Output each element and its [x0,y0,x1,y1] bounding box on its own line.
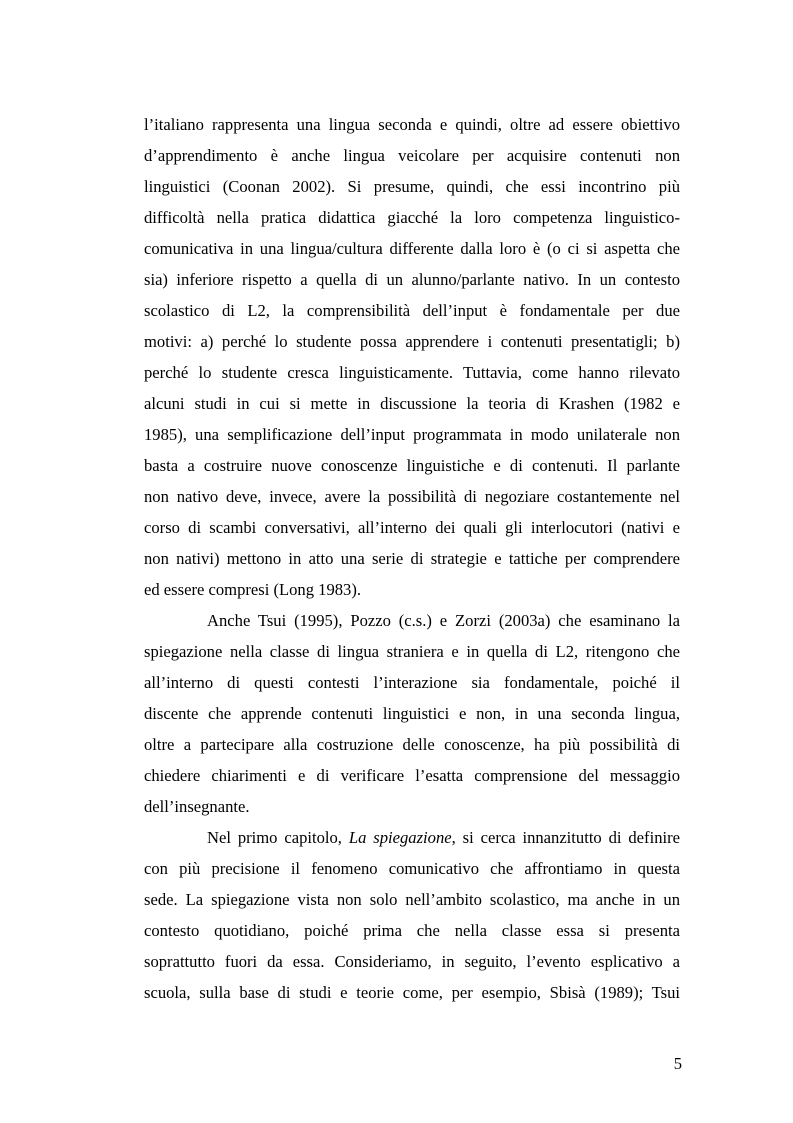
paragraph-2 [144,605,680,822]
text-line: difficoltà nella pratica didattica giacché la loro competenza linguistico- [144,208,680,227]
text-line: alcuni studi in cui si mette in discussione la teoria di Krashen (1982 e [144,394,680,413]
text-line: Anche Tsui (1995), Pozzo (c.s.) e Zorzi (2003a) che esaminano la [207,611,680,630]
text-line [144,822,680,853]
text-line: motivi: a) perché lo studente possa apprendere i contenuti presentatigli; b) [144,332,680,351]
text-run: Nel primo capitolo, [207,828,349,847]
text-line: con più precisione il fenomeno comunicativo che affrontiamo in questa [144,859,680,878]
text-line: spiegazione nella classe di lingua straniera e in quella di L2, ritengono che [144,642,680,661]
text-line: d’apprendimento è anche lingua veicolare per acquisire contenuti non [144,146,680,165]
paragraph-1 [144,109,680,605]
text-line: scuola, sulla base di studi e teorie come, per esempio, Sbisà (1989); Tsui [144,983,680,1002]
text-line: scolastico di L2, la comprensibilità dell’input è fondamentale per due [144,301,680,320]
page-number: 5 [673,1054,682,1073]
text-line: contesto quotidiano, poiché prima che nella classe essa si presenta [144,921,680,940]
page-body [144,109,680,1008]
text-line: comunicativa in una lingua/cultura differente dalla loro è (o ci si aspetta che [144,239,680,258]
text-line: non nativo deve, invece, avere la possibilità di negoziare costantemente nel [144,487,680,506]
text-line: sia) inferiore rispetto a quella di un alunno/parlante nativo. In un contesto [144,270,680,289]
text-line: dell’insegnante. [144,797,250,816]
text-line: non nativi) mettono in atto una serie di strategie e tattiche per comprendere [144,549,680,568]
text-line: ed essere compresi (Long 1983). [144,580,362,599]
text-line: l’italiano rappresenta una lingua seconda e quindi, oltre ad essere obiettivo [144,115,680,134]
text-line: linguistici (Coonan 2002). Si presume, quindi, che essi incontrino più [144,177,680,196]
text-line: discente che apprende contenuti linguistici e non, in una seconda lingua, [144,704,680,723]
text-line: corso di scambi conversativi, all’interno dei quali gli interlocutori (nativi e [144,518,680,537]
text-line: sede. La spiegazione vista non solo nell’ambito scolastico, ma anche in un [144,890,680,909]
text-line: chiedere chiarimenti e di verificare l’esatta comprensione del messaggio [144,766,680,785]
text-line: soprattutto fuori da essa. Consideriamo, in seguito, l’evento esplicativo a [144,952,680,971]
text-line: basta a costruire nuove conoscenze linguistiche e di contenuti. Il parlante [144,456,680,475]
text-run: , si cerca innanzitutto di definire [451,828,680,847]
text-line: all’interno di questi contesti l’interazione sia fondamentale, poiché il [144,673,680,692]
text-line: perché lo studente cresca linguisticamente. Tuttavia, come hanno rilevato [144,363,680,382]
paragraph-3 [144,822,680,1008]
text-line: 1985), una semplificazione dell’input programmata in modo unilaterale non [144,425,680,444]
chapter-title-italic: La spiegazione [348,828,452,847]
text-line: oltre a partecipare alla costruzione delle conoscenze, ha più possibilità di [144,735,680,754]
